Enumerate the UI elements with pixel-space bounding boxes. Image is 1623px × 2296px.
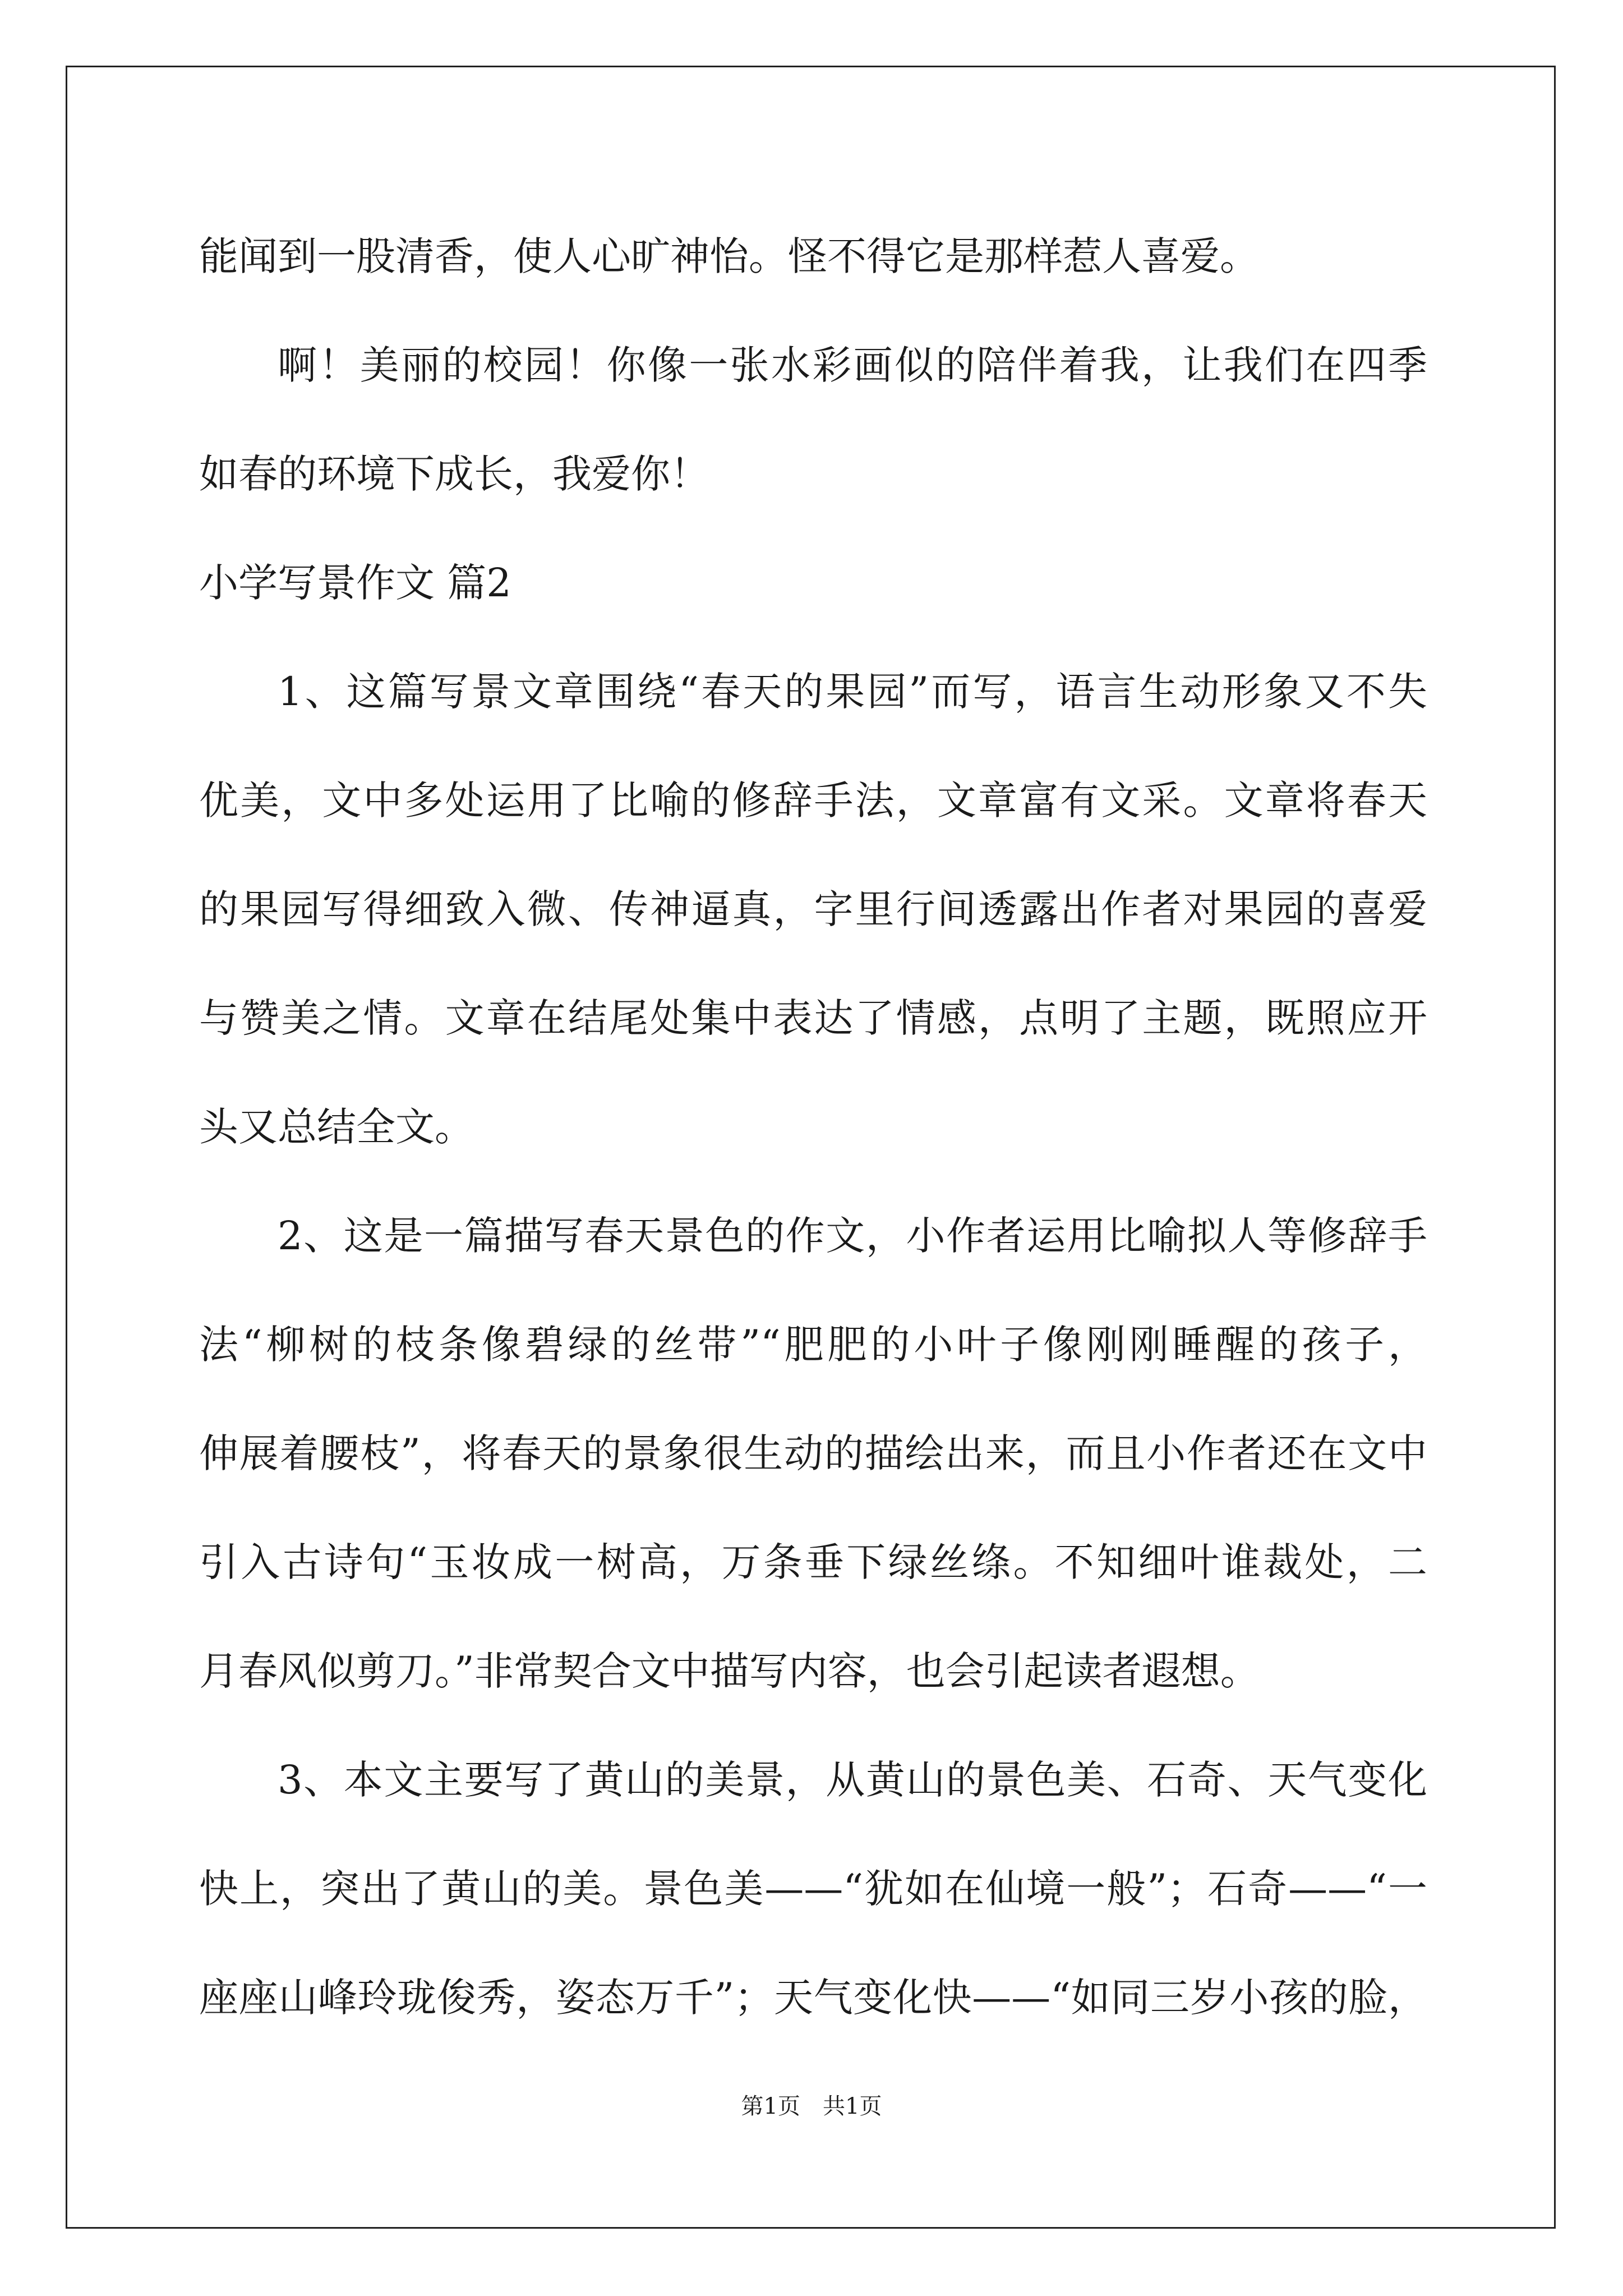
text-line: 座座山峰玲珑俊秀，姿态万千”；天气变化快——“如同三岁小孩的脸， — [199, 1975, 1427, 2021]
text-line: 如春的环境下成长，我爱你！ — [199, 451, 709, 497]
text-line: 的果园写得细致入微、传神逼真，字里行间透露出作者对果园的喜爱 — [199, 886, 1427, 932]
text-line: 与赞美之情。文章在结尾处集中表达了情感，点明了主题，既照应开 — [199, 995, 1427, 1041]
text-line: 啊！美丽的校园！你像一张水彩画似的陪伴着我，让我们在四季 — [278, 342, 1427, 388]
text-line: 1、这篇写景文章围绕“春天的果园”而写，语言生动形象又不失 — [278, 669, 1427, 715]
text-line: 3、本文主要写了黄山的美景，从黄山的景色美、石奇、天气变化 — [278, 1757, 1427, 1803]
page-footer: 第1页 共1页 — [741, 2093, 882, 2119]
text-line: 月春风似剪刀。”非常契合文中描写内容，也会引起读者遐想。 — [199, 1648, 1260, 1694]
text-line: 小学写景作文 篇2 — [199, 560, 511, 606]
text-line: 优美，文中多处运用了比喻的修辞手法，文章富有文采。文章将春天 — [199, 777, 1427, 823]
text-line: 伸展着腰枝”，将春天的景象很生动的描绘出来，而且小作者还在文中 — [199, 1430, 1427, 1476]
text-line: 快上，突出了黄山的美。景色美——“犹如在仙境一般”；石奇——“一 — [199, 1866, 1427, 1912]
document-body — [199, 202, 1427, 2052]
text-line: 法“柳树的枝条像碧绿的丝带”“肥肥的小叶子像刚刚睡醒的孩子， — [199, 1322, 1427, 1368]
text-line: 能闻到一股清香，使人心旷神怡。怪不得它是那样惹人喜爱。 — [199, 233, 1259, 279]
text-line: 头又总结全文。 — [199, 1104, 474, 1150]
text-line: 引入古诗句“玉妆成一树高，万条垂下绿丝绦。不知细叶谁裁处，二 — [199, 1539, 1427, 1585]
text-line: 2、这是一篇描写春天景色的作文，小作者运用比喻拟人等修辞手 — [278, 1213, 1427, 1259]
